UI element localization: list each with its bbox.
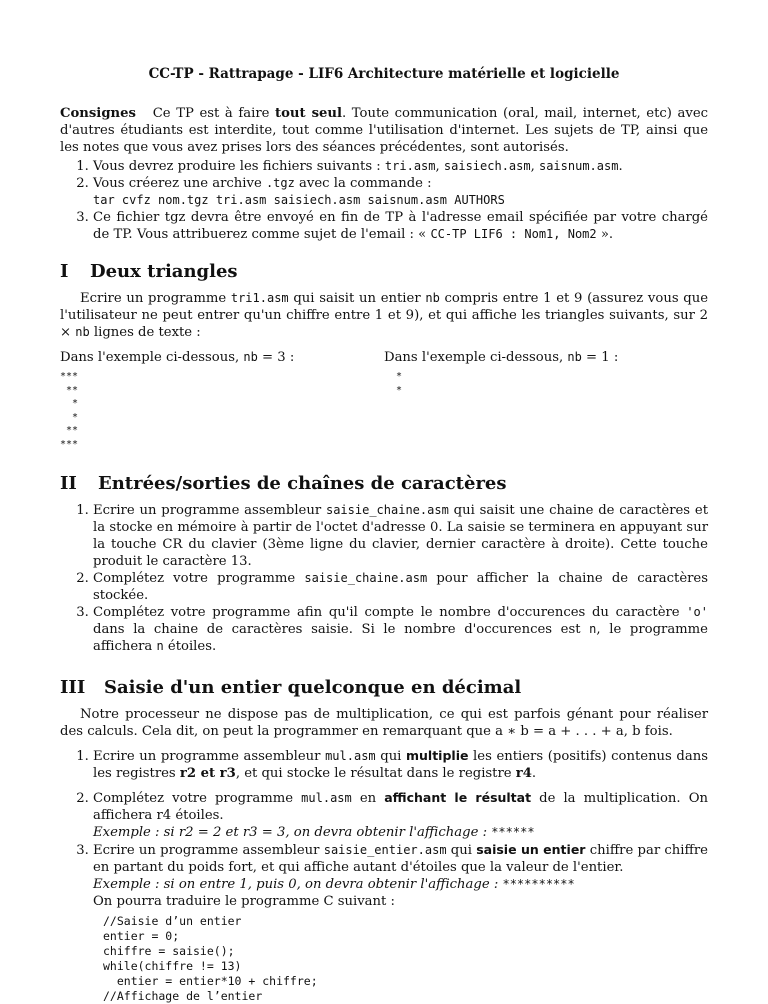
consignes-text-rest: . Toute communication (oral, mail, internet, etc) avec d'autres étudiants est interdite, tout comme l'utilisation d'internet. Les sujets de TP, ainsi que les notes que vous avez prises lors des séances précédentes, sont autorisés. <box>60 106 709 155</box>
section-3-item-1: 1. Ecrire un programme assembleur mul.asm qui multiplie les entiers (positifs) contenus dans les registres r2 et r3, et qui stocke le résultat dans le registre r4. <box>93 747 708 782</box>
section-1-heading: I Deux triangles <box>60 261 238 282</box>
section-3-item-2: 2. Complétez votre programme mul.asm en affichant le résultat de la multiplication. On affichera r4 étoiles. Exemple : si r2 = 2 et r3 = 3, on devra obtenir l'affichage : ****** <box>93 789 708 841</box>
consignes-item-3: 3. Ce fichier tgz devra être envoyé en fin de TP à l'adresse email spécifiée par votre chargé de TP. Vous attribuerez comme sujet de l'email : « CC-TP LIF6 : Nom1, Nom2 ». <box>93 209 708 243</box>
section-3-list <box>60 747 708 1004</box>
consignes-item-1: 1. Vous devrez produire les fichiers suivants : tri.asm, saisiech.asm, saisnum.asm. <box>93 158 708 175</box>
section-3-item-3: 3. Ecrire un programme assembleur saisie_entier.asm qui saisie un entier chiffre par chiffre en partant du poids fort, et qui affiche autant d'étoiles que la valeur de l'entier. Exemple : si on entre 1, puis 0, on devra obtenir l'affichage : ********** On pourra traduire le programme C suivant : //Saisie d’un entier entier = 0; chiffre = saisie(); while(chiffre != 13) entier = entier*10 + chiffre; //Affichage de l’entier <box>93 841 708 1004</box>
triangle-examples <box>60 349 708 451</box>
consignes-paragraph <box>60 105 708 156</box>
section-2-item-3: 3. Complétez votre programme afin qu'il compte le nombre d'occurences du caractère 'o' dans la chaine de caractères saisie. Si le nombre d'occurences est n, le programme affichera n étoiles. <box>93 604 708 655</box>
example-nb-3: Dans l'exemple ci-dessous, nb = 3 : *** ** * * ** *** <box>60 349 384 451</box>
example-output-nb-3: *** ** * * ** *** <box>60 371 79 450</box>
consignes-text: Ce TP est à faire <box>152 106 276 121</box>
section-2-heading: II Entrées/sorties de chaînes de caractères <box>60 473 507 494</box>
section-1-paragraph: Ecrire un programme tri1.asm qui saisit un entier nb compris entre 1 et 9 (assurez vous que l'utilisateur ne peut entrer qu'un chiffre entre 1 et 9), et qui affiche les triangles suivants, sur 2 × nb lignes de texte : <box>60 291 709 340</box>
tar-command: tar cvfz nom.tgz tri.asm saisiech.asm saisnum.asm AUTHORS <box>93 193 505 207</box>
consignes-list <box>60 158 708 243</box>
consignes-item-2: 2. Vous créerez une archive .tgz avec la commande : tar cvfz nom.tgz tri.asm saisiech.asm saisnum.asm AUTHORS <box>93 175 708 209</box>
consignes-emphasis: tout seul <box>275 106 342 121</box>
section-2-item-2: 2. Complétez votre programme saisie_chaine.asm pour afficher la chaine de caractères stockée. <box>93 570 708 604</box>
section-3-heading: III Saisie d'un entier quelconque en décimal <box>60 677 522 698</box>
section-3-intro: Notre processeur ne dispose pas de multiplication, ce qui est parfois génant pour réaliser des calculs. Cela dit, on peut la programmer en remarquant que a ∗ b = a + . . . + a, b fois. <box>60 707 708 739</box>
document-title: CC-TP - Rattrapage - LIF6 Architecture matérielle et logicielle <box>148 66 620 82</box>
example-output-nb-1: * * <box>396 371 403 396</box>
section-2-list <box>60 502 708 655</box>
section-2-item-1: 1. Ecrire un programme assembleur saisie_chaine.asm qui saisit une chaine de caractères et la stocke en mémoire à partir de l'octet d'adresse 0. La saisie se terminera en appuyant sur la touche CR du clavier (3ème ligne du clavier, dernier caractère à droite). Cette touche produit le caractère 13. <box>93 502 708 570</box>
example-nb-1: Dans l'exemple ci-dessous, nb = 1 : * * <box>384 349 708 451</box>
consignes-label: Consignes <box>60 106 136 121</box>
c-code-block: //Saisie d’un entier entier = 0; chiffre = saisie(); while(chiffre != 13) entier = entier*10 + chiffre; //Affichage de l’entier <box>103 914 318 1003</box>
